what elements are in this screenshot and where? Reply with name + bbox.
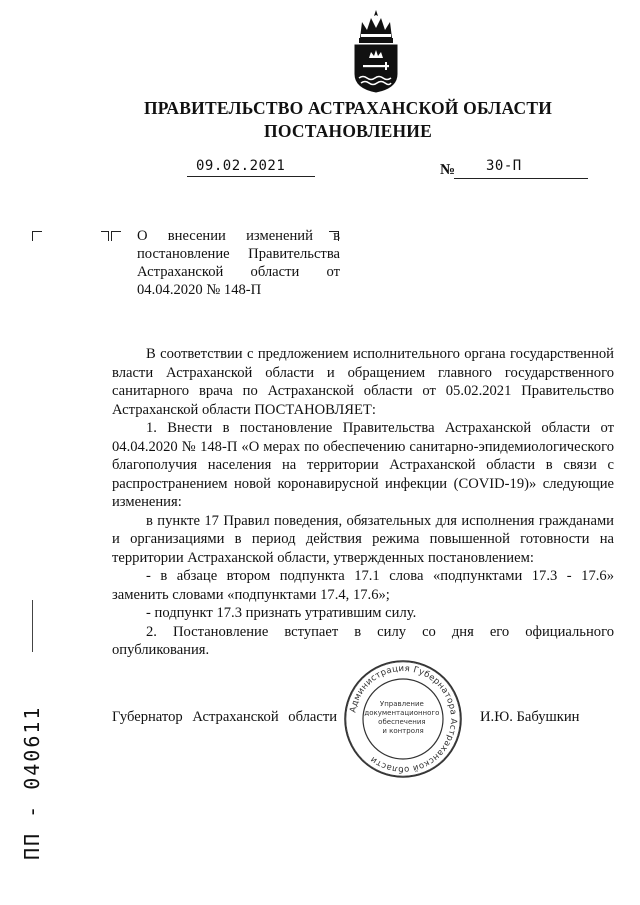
corner-mark-inner-left-2 — [111, 231, 121, 241]
body-paragraph: 1. Внести в постановление Правительства Астраханской области от 04.04.2020 № 148-П «О мерах по обеспечению санитарно-эпидемиологического благополучия населения на территории Астраханской области в связи с распространением новой коронавирусной инфекции (COVID-19)» следующие изменения: — [112, 420, 614, 510]
subject-block — [137, 227, 340, 299]
number-underline — [454, 178, 588, 179]
corner-mark-left — [32, 231, 42, 241]
svg-text:Управление документационно — [364, 700, 441, 735]
margin-line — [32, 600, 33, 652]
document-number: 30-П — [486, 158, 522, 174]
number-sign: № — [440, 162, 456, 178]
stamp-center-line: и контроля — [382, 727, 424, 735]
corner-mark-inner-left — [101, 231, 109, 241]
subject-line: Астраханской области от — [137, 264, 340, 280]
stamp-ring-text: Администрация Губернатора Астраханской области — [348, 663, 459, 775]
body-paragraph: - подпункт 17.3 признать утратившим силу. — [146, 605, 417, 621]
stamp-center-line: Управление — [379, 700, 424, 708]
document-date: 09.02.2021 — [196, 158, 286, 174]
side-serial — [14, 690, 54, 860]
document-type-title: ПОСТАНОВЛЕНИЕ — [264, 121, 432, 141]
coat-of-arms-emblem — [349, 8, 403, 94]
body-paragraph: в пункте 17 Правил поведения, обязательных для исполнения гражданами и организациями в период действия режима повышенной готовности на территории Астраханской области, утвержденных постановлением: — [112, 512, 614, 566]
side-serial-text: ПП - 040611 — [20, 705, 44, 860]
body-paragraph: 2. Постановление вступает в силу со дня его официального опубликования. — [112, 623, 614, 658]
signatory-position: Губернатор Астраханской области — [112, 709, 338, 725]
signatory-name: И.Ю. Бабушкин — [480, 709, 580, 725]
stamp-center-line: обеспечения — [378, 718, 426, 726]
body-paragraph: - в абзаце втором подпункта 17.1 слова «подпунктами 17.3 - 17.6» заменить словами «подпунктами 17.4, 17.6»; — [112, 568, 614, 603]
subject-line: О внесении изменений в — [137, 228, 340, 244]
body-paragraph: В соответствии с предложением исполнительного органа государственной власти Астраханской области и обращением главного государственного санитарного врача по Астраханской области от 05.02.2021 Правительство Астраханской области ПОСТАНОВЛЯЕТ: — [112, 346, 614, 418]
stamp-center-line: документационного — [364, 709, 440, 717]
official-stamp — [342, 658, 464, 780]
date-underline — [187, 176, 315, 177]
subject-line: постановление Правительства — [137, 246, 340, 262]
subject-line: 04.04.2020 № 148-П — [137, 282, 262, 298]
document-body — [112, 345, 614, 660]
government-title: ПРАВИТЕЛЬСТВО АСТРАХАНСКОЙ ОБЛАСТИ — [143, 98, 553, 118]
